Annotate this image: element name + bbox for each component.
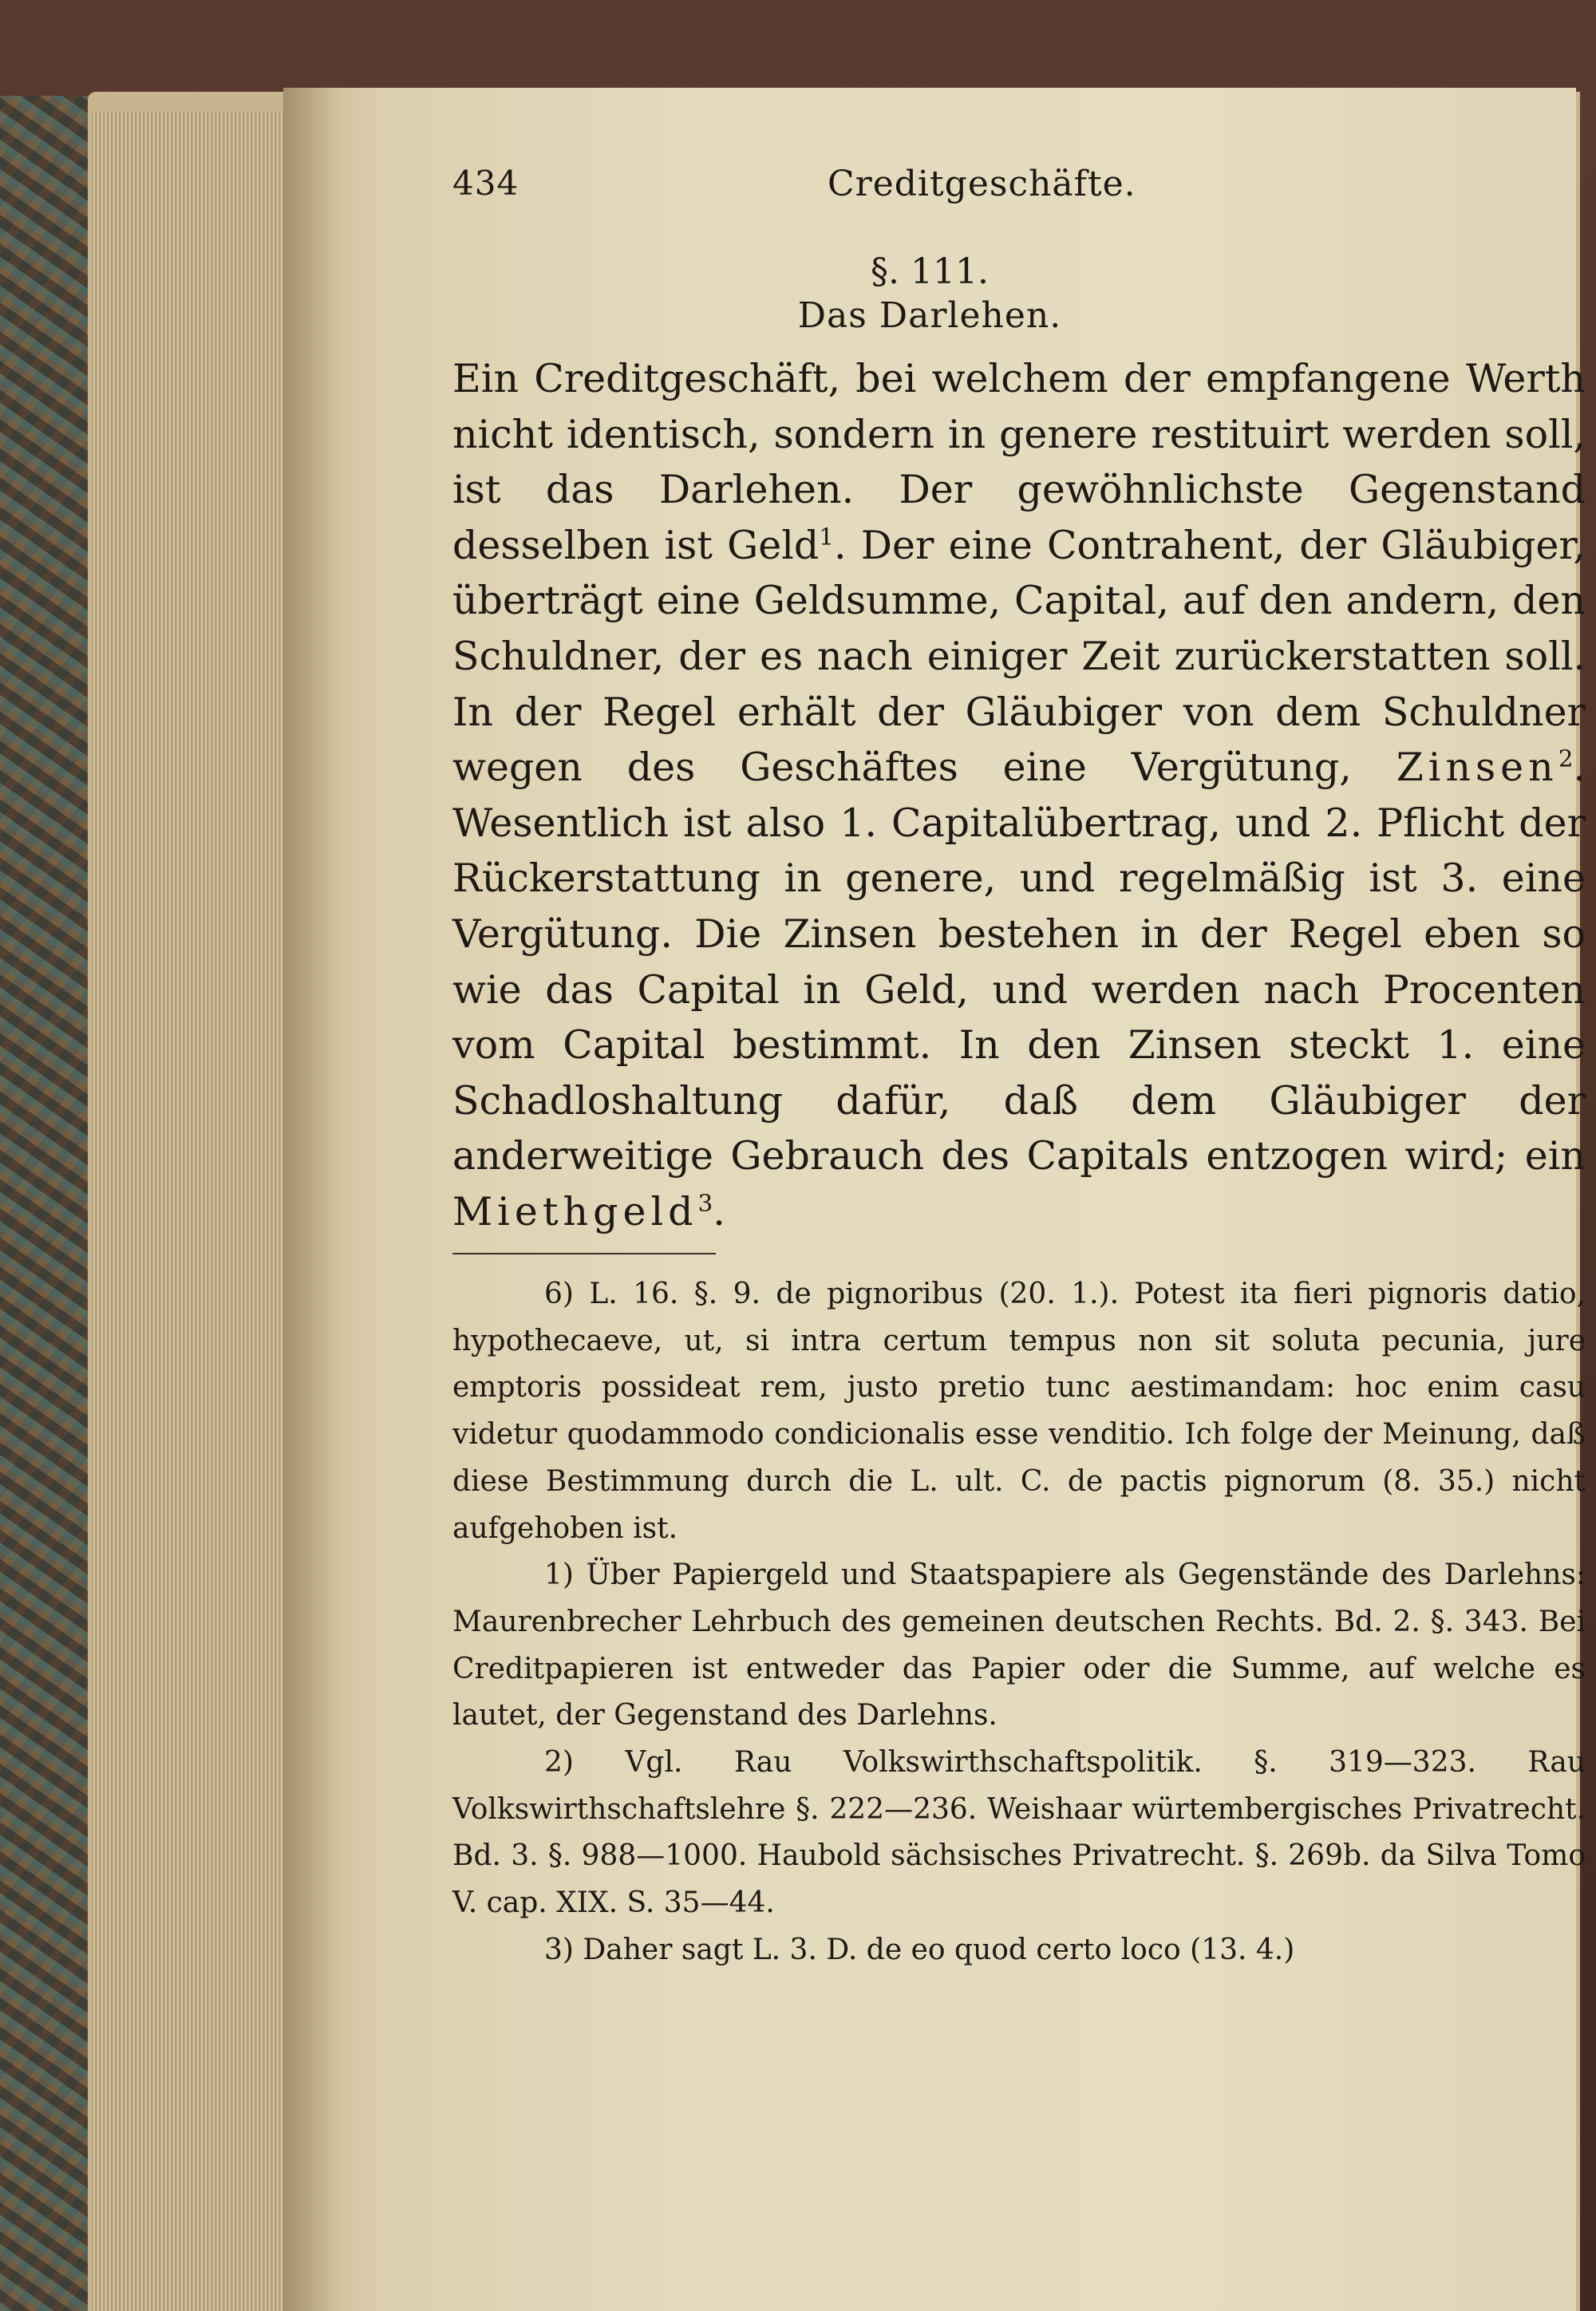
emphasized-term: Miethgeld <box>452 1188 698 1235</box>
footnote-1: 1) Über Papiergeld und Staatspapiere als Gegenstände des Darlehns: Maurenbrecher Lehrbuch des gemeinen deutschen Rechts. Bd. 2. §. 343. Bei Creditpapieren ist entweder das Papier oder die Summe, auf welche es lautet, der Gegenstand des Darlehns. <box>452 1558 1586 1732</box>
body-text-part: . <box>713 1188 725 1235</box>
body-text-part: Ein Creditgeschäft, bei welchem der empfangene Werth nicht identisch, sondern in genere restituirt werden soll, ist das Darlehen. Der gewöhnlichste Gegenstand desselben ist Geld <box>452 356 1586 568</box>
footnote-6: 6) L. 16. §. 9. de pignoribus (20. 1.). Potest ita fieri pignoris datio, hypothecaeve, ut, si intra certum tempus non sit soluta pecunia, jure emptoris possideat rem, justo pretio tunc aestimandam: hoc enim casu videtur quodammodo condicionalis esse venditio. Ich folge der Meinung, daß diese Bestimmung durch die L. ult. C. de pactis pignorum (8. 35.) nicht aufgehoben ist. <box>452 1278 1586 1545</box>
running-head: Creditgeschäfte. <box>828 164 1136 204</box>
footnote-2: 2) Vgl. Rau Volkswirthschaftspolitik. §. 319—323. Rau Volkswirthschaftslehre §. 222—236. Weishaar würtembergisches Privatrecht. Bd. 3. §. 988—1000. Haubold sächsisches Privatrecht. §. 269b. da Silva Tomo V. cap. XIX. S. 35—44. <box>452 1746 1586 1920</box>
body-paragraph <box>452 351 1586 1240</box>
page-number: 434 <box>452 164 519 203</box>
page-edges <box>92 112 291 2311</box>
section-title: Das Darlehen. <box>797 295 1062 336</box>
footnote-divider <box>452 1253 716 1254</box>
page-header <box>452 164 1570 211</box>
footnote-ref: 3 <box>697 1189 713 1217</box>
book-page <box>283 88 1586 2311</box>
section-number: §. 111. <box>871 251 989 292</box>
body-text-part: . Der eine Contrahent, der Gläubiger, überträgt eine Geldsumme, Capital, auf den andern, den Schuldner, der es nach einiger Zeit zurückerstatten soll. In der Regel erhält der Gläubiger von dem Schuldner wegen des Geschäftes eine Vergütung, <box>452 522 1586 791</box>
footnote-ref: 1 <box>819 523 834 551</box>
footnote-3: 3) Daher sagt L. 3. D. de eo quod certo loco (13. 4.) <box>544 1933 1295 1966</box>
emphasized-term: Zinsen <box>1396 745 1558 791</box>
gutter-shadow <box>283 88 339 2311</box>
footnote-ref: 2 <box>1558 745 1574 772</box>
footnotes <box>452 1271 1586 1974</box>
body-text-part: . Wesentlich ist also 1. Capitalübertrag, und 2. Pflicht der Rückerstattung in genere, und regelmäßig ist 3. eine Vergütung. Die Zinsen bestehen in der Regel eben so wie das Capital in Geld, und werden nach Procenten vom Capital bestimmt. In den Zinsen steckt 1. eine Schadloshaltung dafür, daß dem Gläubiger der anderweitige Gebrauch des Capitals entzogen wird; ein <box>452 745 1586 1179</box>
